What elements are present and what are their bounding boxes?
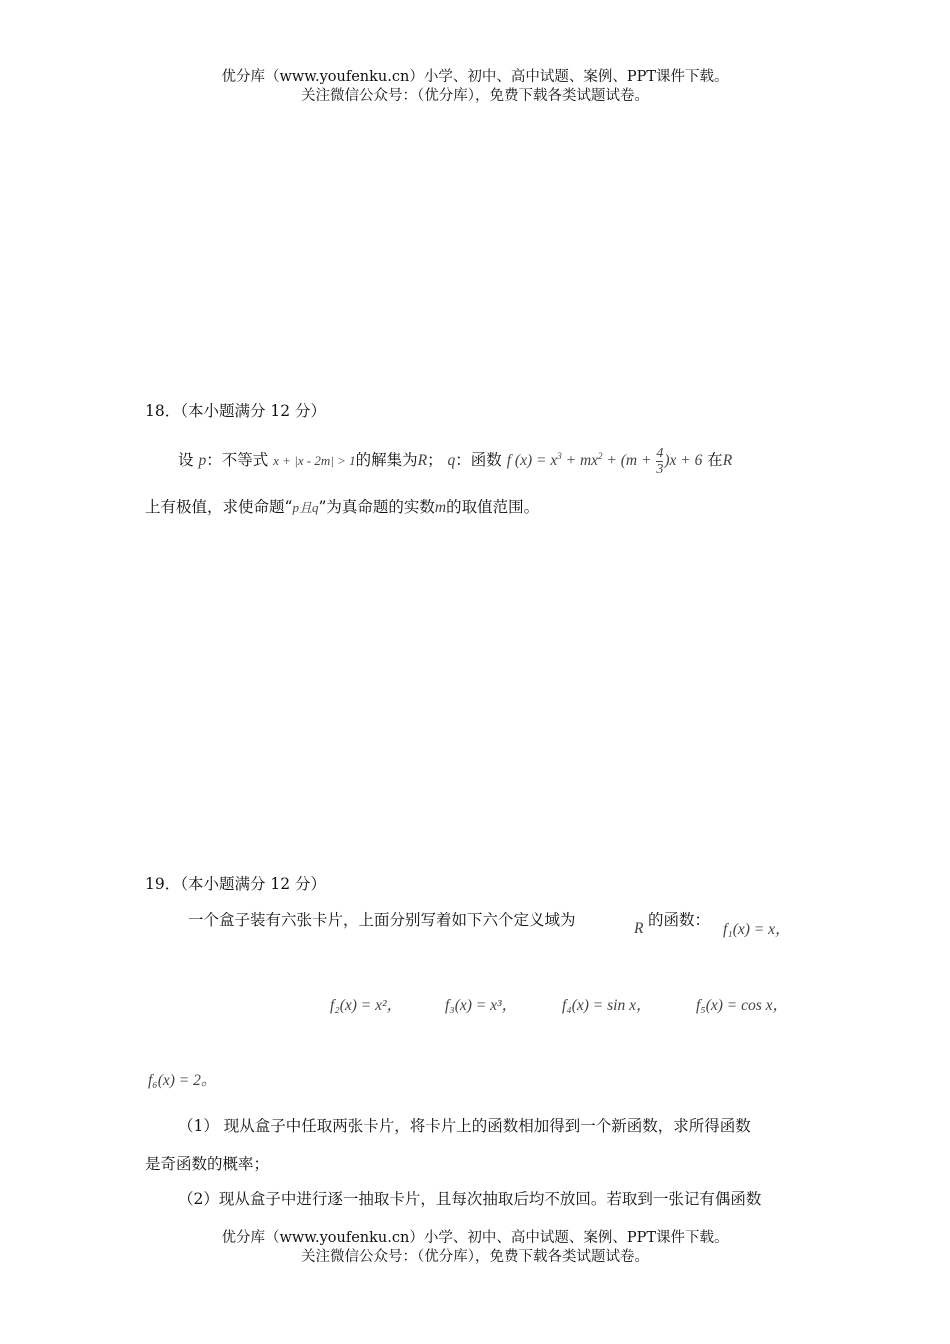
q19-part1-line-1: （1） 现从盒子中任取两张卡片，将卡片上的函数相加得到一个新函数，求所得函数 [178, 1117, 751, 1135]
q19-set-R: R [634, 920, 644, 937]
set-R: R [417, 452, 428, 470]
footer-line-2: 关注微信公众号：（优分库），免费下载各类试题试卷。 [301, 1249, 649, 1265]
function-f6: f₆(x) = 2。 [148, 1072, 217, 1089]
var-p: p [198, 452, 207, 470]
q19-intro-2: 的函数： [648, 911, 711, 929]
function-f5: f₅(x) = cos x， [696, 997, 789, 1014]
function-expression: f $(x) = x^3 + mx^2 + (m$ + $\frac{4}{3}$ )x + 6 [506, 446, 703, 477]
q19-intro: 一个盒子装有六张卡片，上面分别写着如下六个定义域为 [188, 911, 576, 929]
function-f1: f₁(x) = x， [723, 921, 791, 938]
var-m: m [434, 499, 447, 516]
header-line-2: 关注微信公众号：（优分库），免费下载各类试题试卷。 [301, 88, 649, 104]
fraction-4-3: $\frac{4}{3}$ [656, 446, 664, 477]
q18-title: 18．（本小题满分 12 分） [145, 402, 327, 420]
footer-line-1: 优分库（www.youfenku.cn）小学、初中、高中试题、案例、PPT课件下载。 [221, 1230, 729, 1246]
header-line-1: 优分库（www.youfenku.cn）小学、初中、高中试题、案例、PPT课件下载。 [221, 69, 729, 85]
q19-part2-line-1: （2）现从盒子中进行逐一抽取卡片，且每次抽取后均不放回。若取到一张记有偶函数 [178, 1190, 762, 1208]
function-f4: f₄(x) = sin x， [562, 997, 652, 1014]
q19-title: 19．（本小题满分 12 分） [145, 875, 327, 893]
function-f3: f₃(x) = x³， [445, 997, 518, 1014]
q18-statement-line-1: 设 p：不等式 x + |x - 2m| > 1的解集为R； q：函数 f $(x) = x^3 + mx^2 + (m$ + $\frac{4}{3}$ )x + 6 在R [178, 446, 733, 477]
function-f2: f₂(x) = x²， [330, 997, 403, 1014]
var-q: q [447, 452, 456, 470]
q19-part1-line-2: 是奇函数的概率； [145, 1155, 270, 1173]
inequality: x + |x - 2m| > 1 [273, 453, 356, 469]
proposition-p-and-q: p且q [292, 500, 319, 515]
q18-statement-line-2: 上有极值，求使命题“p且q”为真命题的实数m的取值范围。 [145, 498, 540, 516]
